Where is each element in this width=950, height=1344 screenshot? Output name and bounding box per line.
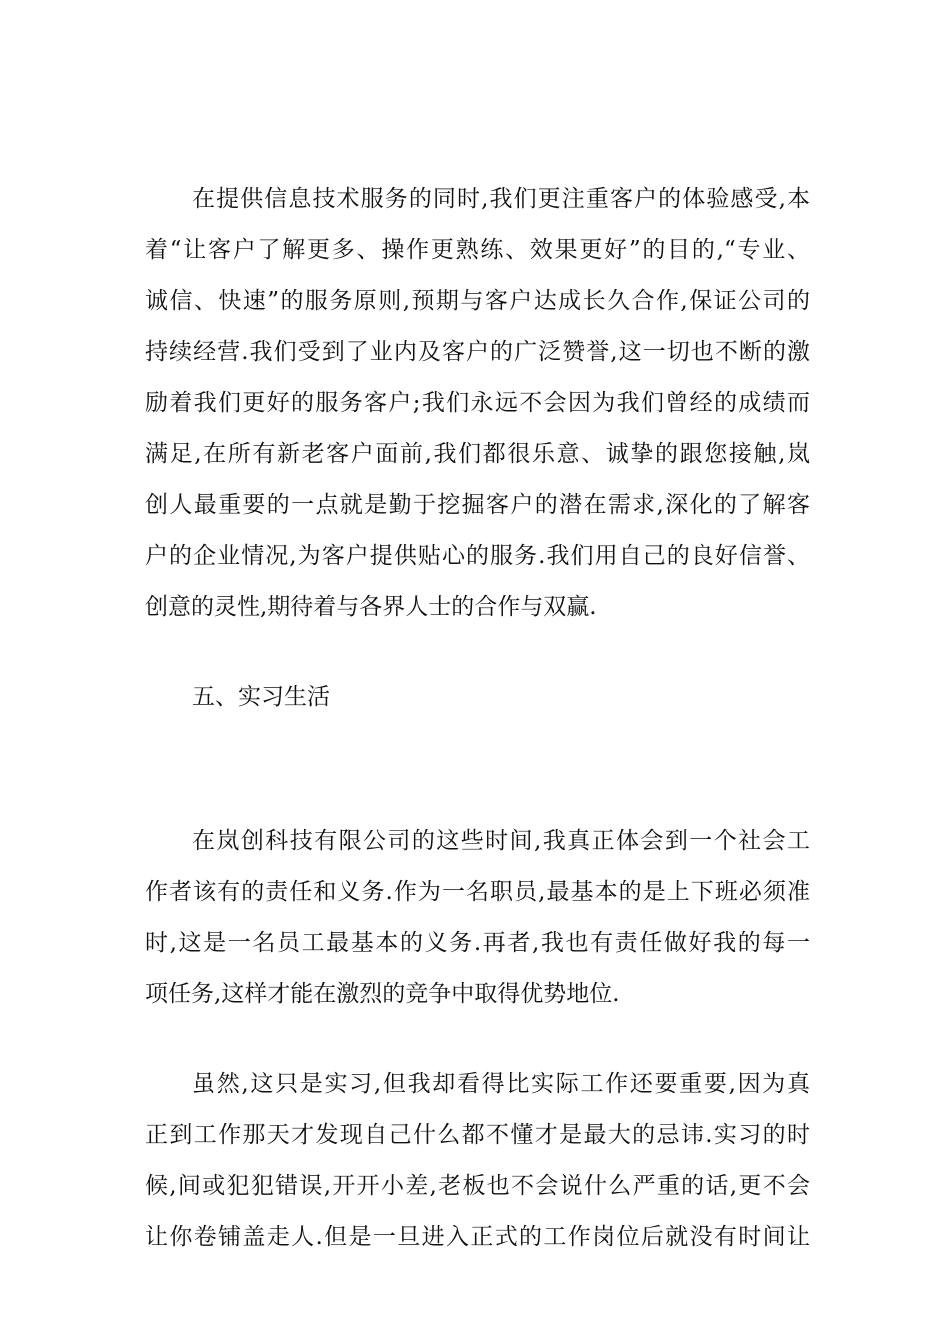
paragraph-line: 创人最重要的一点就是勤于挖掘客户的潜在需求,深化的了解客	[145, 492, 810, 518]
paragraph-line: 户的企业情况,为客户提供贴心的服务.我们用自己的良好信誉、	[145, 543, 810, 569]
paragraph-line: 时,这是一名员工最基本的义务.再者,我也有责任做好我的每一	[145, 930, 810, 956]
section-heading: 五、实习生活	[192, 684, 330, 710]
paragraph-service-philosophy	[145, 174, 810, 633]
paragraph-line: 虽然,这只是实习,但我却看得比实际工作还要重要,因为真	[192, 1071, 810, 1097]
paragraph-internship-reflection	[145, 1059, 810, 1263]
paragraph-line: 让你卷铺盖走人.但是一旦进入正式的工作岗位后就没有时间让	[145, 1224, 810, 1250]
paragraph-line: 候,间或犯犯错误,开开小差,老板也不会说什么严重的话,更不会	[145, 1173, 810, 1199]
paragraph-line: 着“让客户了解更多、操作更熟练、效果更好”的目的,“专业、	[145, 237, 810, 263]
paragraph-line: 持续经营.我们受到了业内及客户的广泛赞誉,这一切也不断的激	[145, 339, 810, 365]
paragraph-line: 创意的灵性,期待着与各界人士的合作与双赢.	[145, 594, 597, 620]
paragraph-line: 在提供信息技术服务的同时,我们更注重客户的体验感受,本	[192, 186, 810, 212]
paragraph-internship-duties	[145, 816, 810, 1020]
paragraph-line: 作者该有的责任和义务.作为一名职员,最基本的是上下班必须准	[145, 879, 810, 905]
paragraph-line: 诚信、快速”的服务原则,预期与客户达成长久合作,保证公司的	[145, 288, 810, 314]
paragraph-line: 正到工作那天才发现自己什么都不懂才是最大的忌讳.实习的时	[145, 1122, 810, 1148]
paragraph-line: 励着我们更好的服务客户;我们永远不会因为我们曾经的成绩而	[145, 390, 810, 416]
paragraph-line: 项任务,这样才能在激烈的竞争中取得优势地位.	[145, 981, 620, 1007]
paragraph-line: 在岚创科技有限公司的这些时间,我真正体会到一个社会工	[192, 828, 810, 854]
paragraph-line: 满足,在所有新老客户面前,我们都很乐意、诚挚的跟您接触,岚	[145, 441, 810, 467]
